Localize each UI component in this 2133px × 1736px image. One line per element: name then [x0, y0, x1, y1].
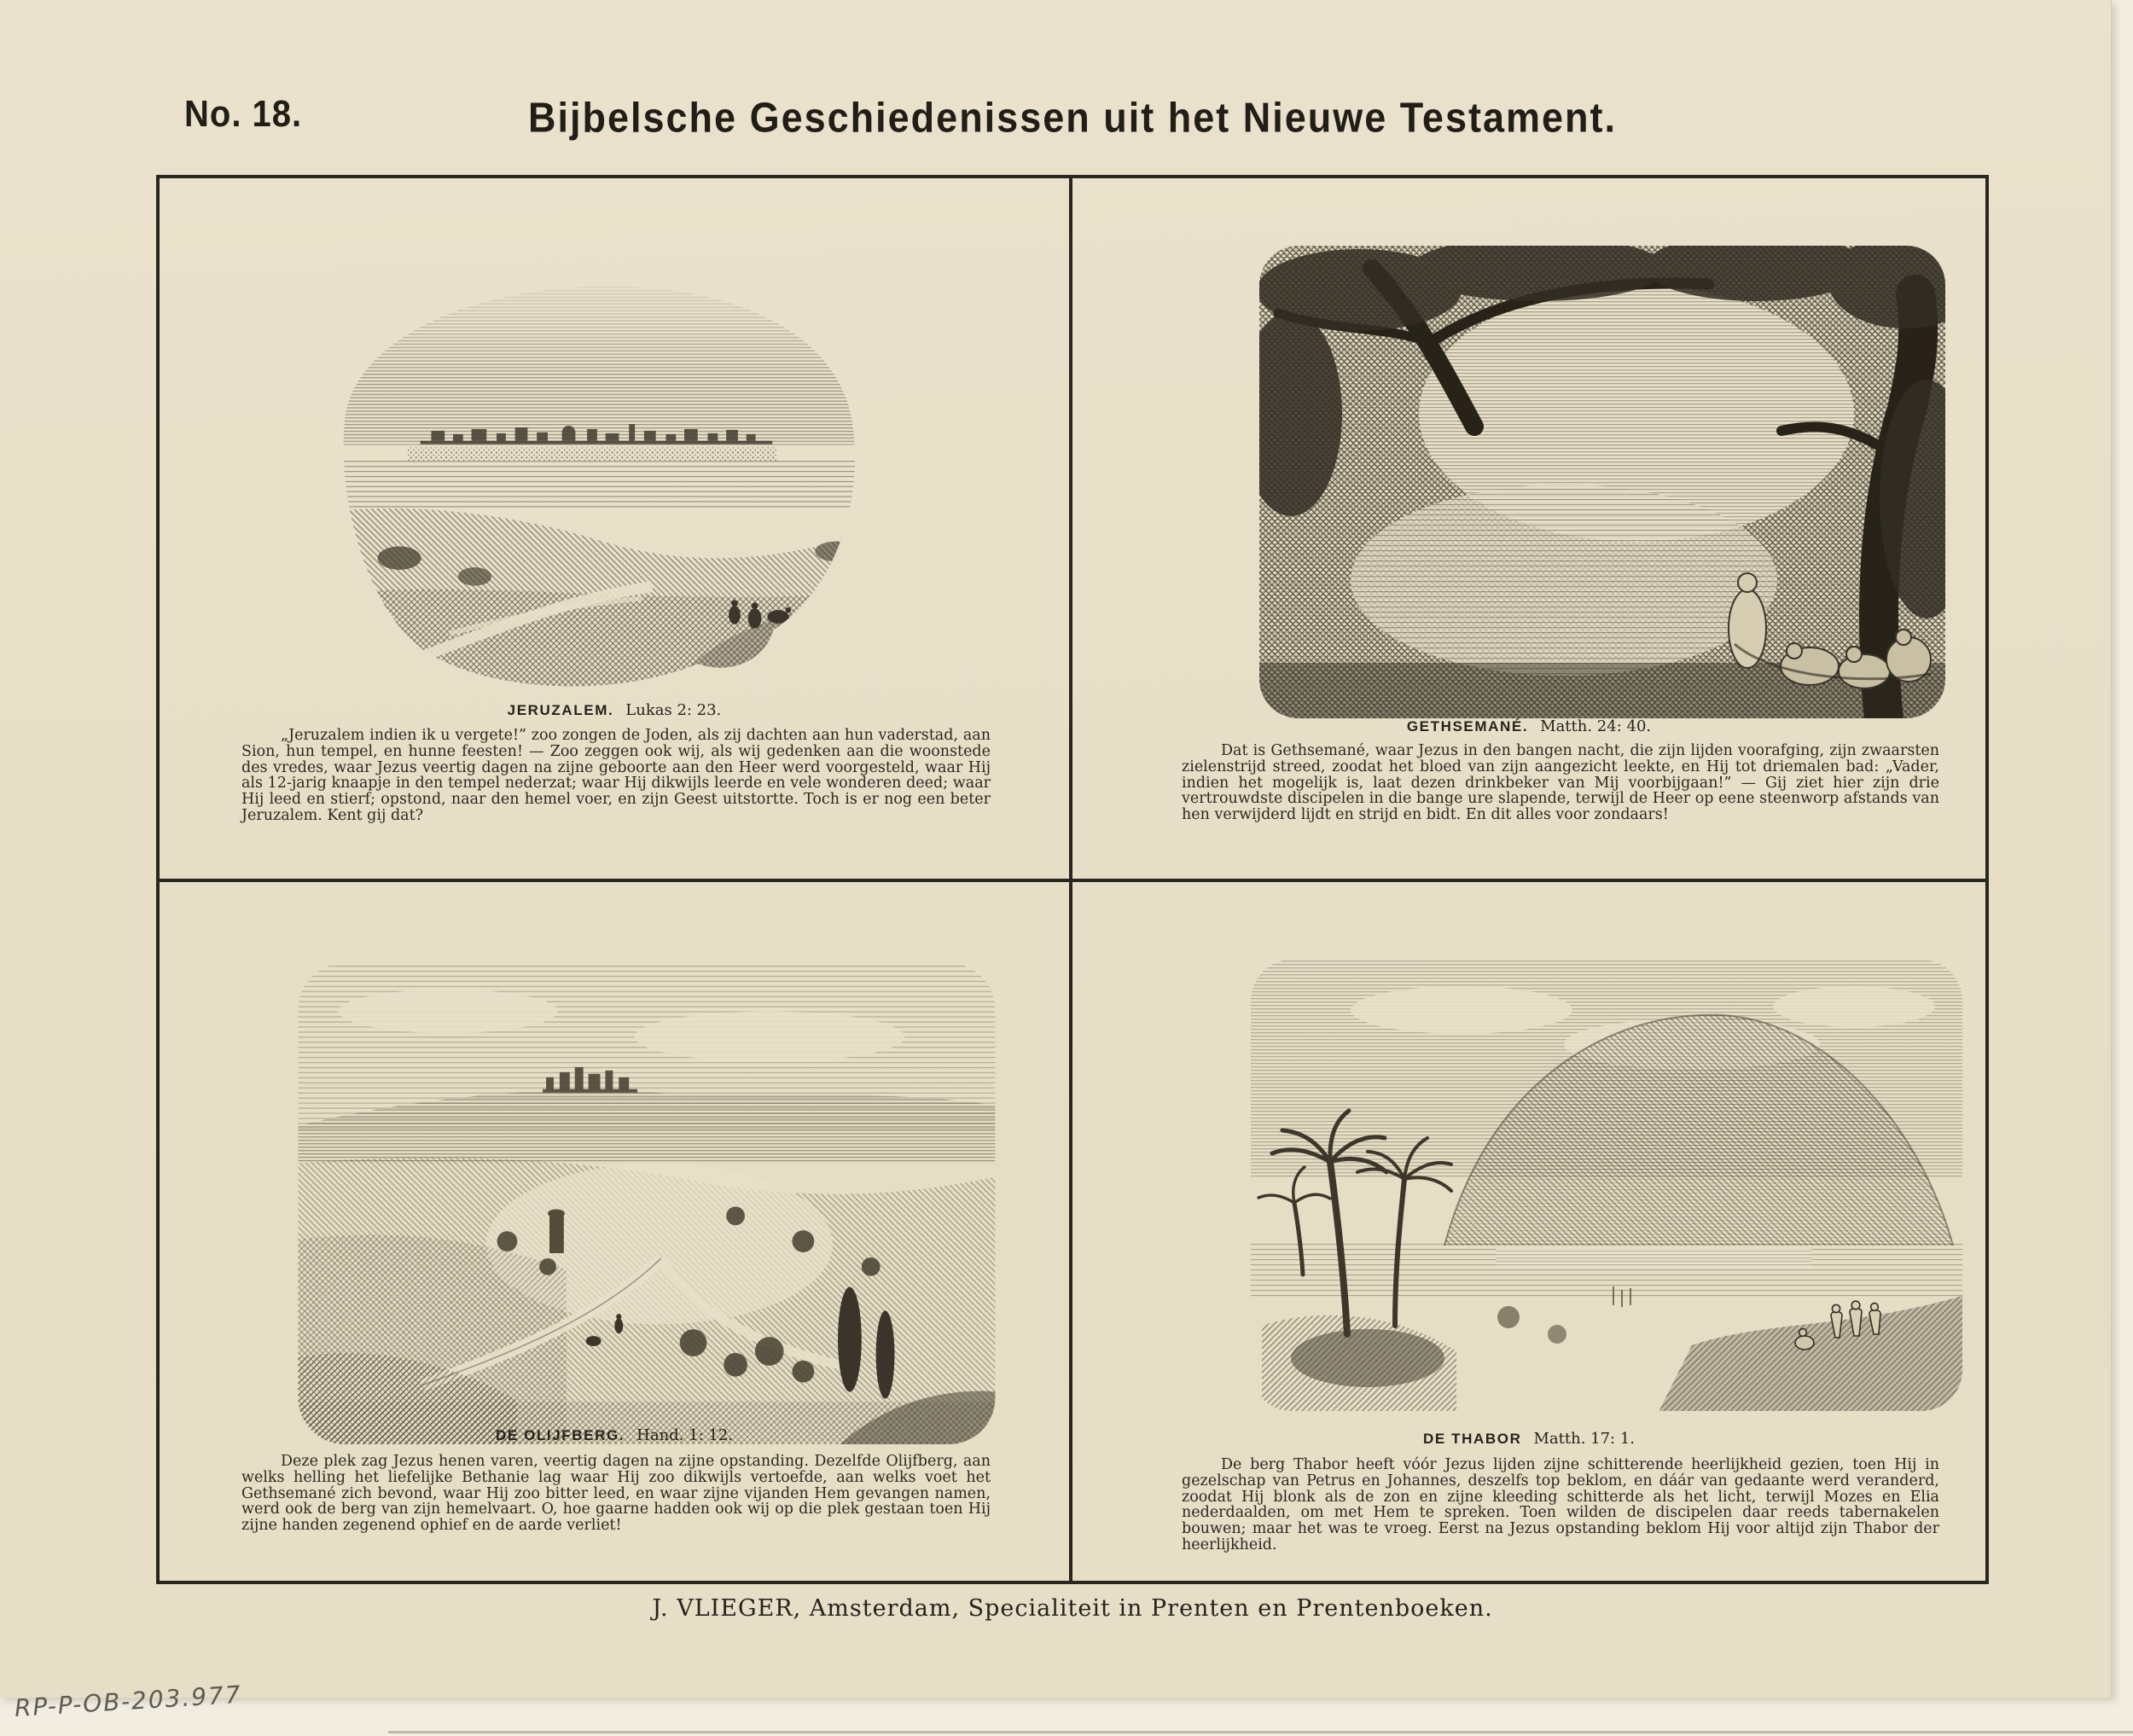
panel-caption [160, 1426, 1069, 1444]
panel-title: GETHSEMANÉ. [1406, 718, 1529, 734]
scan-bottom-edge [388, 1731, 2133, 1733]
scripture-reference: Matth. 24: 40. [1540, 717, 1652, 735]
scripture-reference: Hand. 1: 12. [636, 1426, 733, 1444]
panel-grid-frame [156, 175, 1989, 1584]
panel-text: „Jeruzalem indien ik u vergete!” zoo zongen de Joden, als zij dachten aan hun vaderstad, aan Sion, hun tempel, en hunne feesten! — Zoo zeggen ook wij, als wij gedenken aan die woonstede des vredes, waar Jezus veertig dagen na zijne geboorte aan den Heer werd voorgesteld, waar Hij als 12-jarig knaapje in den tempel nederzat; waar Hij dikwijls leerde en vele wonderen deed; waar Hij leed en stierf; opstond, naar den hemel voer, en zijn Geest uitstortte. Toch is er nog een beter Jeruzalem. Kent gij dat? [241, 727, 991, 824]
gethsemane-garden-engraving [1257, 243, 1948, 721]
mount-tabor-engraving [1248, 957, 1965, 1414]
handwritten-inventory-mark: RP-P-OB-203.977 [14, 1680, 243, 1722]
plate-number: No. 18. [184, 94, 303, 135]
panel-title: DE THABOR [1423, 1431, 1522, 1447]
panel-text: Dat is Gethsemané, waar Jezus in den bangen nacht, die zijn lijden voorafging, zijn zwaarsten zielenstrijd streed, zoodat het bloed van zijn aangezicht leekte, en Hij tot driemalen bad: „Vader, indien het mogelijk is, laat dezen drinkbeker van Mij voorbijgaan!” — Gij ziet hier zijn drie vertrouwdste discipelen in die bange ure slapende, terwijl de Heer op eene steenworp afstands van hen verwijderd lijdt en strijd en bidt. En dit alles voor zondaars! [1182, 742, 1939, 824]
panel-caption [1072, 1430, 1985, 1448]
publisher-imprint: J. VLIEGER, Amsterdam, Specialiteit in Prenten en Prentenboeken. [652, 1595, 1493, 1622]
panel-gethsemane [1072, 178, 1985, 879]
panel-olijfberg [160, 882, 1069, 1581]
panel-title: JERUZALEM. [507, 702, 614, 718]
jerusalem-city-panorama-engraving [298, 240, 886, 709]
mount-of-olives-landscape-engraving [293, 961, 1001, 1447]
panel-title: DE OLIJFBERG. [495, 1427, 625, 1443]
scripture-reference: Lukas 2: 23. [625, 701, 722, 719]
scripture-reference: Matth. 17: 1. [1533, 1430, 1635, 1448]
panel-jeruzalem [160, 178, 1069, 879]
panel-text: De berg Thabor heeft vóór Jezus lijden zijne schitterende heerlijkheid gezien, toen Hij in gezelschap van Petrus en Johannes, deszelfs top beklom, en dáár van gedaante werd veranderd, zoodat Hij blonk als de zon en zijne kleeding schitterde als het licht, terwijl Mozes en Elia nederdaalden, om met Hem te spreken. Toen wilden de discipelen daar reeds tabernakelen bouwen; maar het was te vroeg. Eerst na Jezus opstanding beklom Hij voor altijd zijn Thabor der heerlijkheid. [1182, 1456, 1939, 1553]
panel-thabor [1072, 882, 1985, 1581]
panel-caption [1072, 717, 1985, 735]
page-title: Bijbelsche Geschiedenissen uit het Nieuwe Testament. [527, 93, 1618, 142]
panel-caption [160, 701, 1069, 719]
panel-text: Deze plek zag Jezus henen varen, veertig dagen na zijne opstanding. Dezelfde Olijfberg, aan welks helling het liefelijke Bethanie lag waar Hij zoo dikwijls vertoefde, aan welks voet het Gethsemané zich bevond, waar Hij zoo bitter leed, en waar zijne vijanden Hem gevangen namen, werd ook de berg van zijn hemelvaart. O, hoe gaarne hadden ook wij op die plek gestaan toen Hij zijne handen zegenend ophief en de aarde verliet! [241, 1453, 991, 1535]
